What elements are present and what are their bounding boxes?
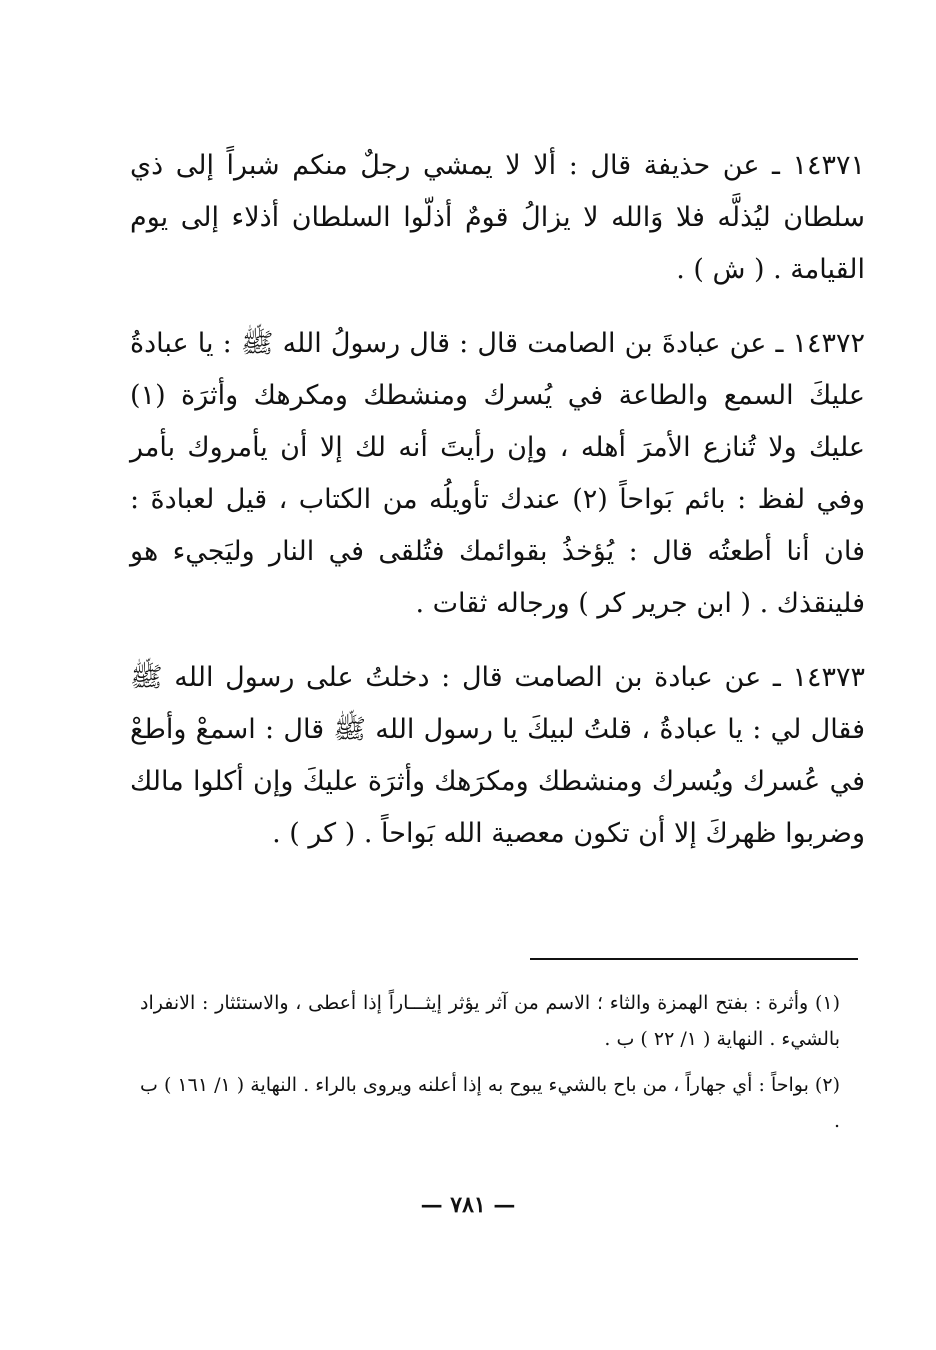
hadith-14373: ١٤٣٧٣ ـ عن عبادة بن الصامت قال : دخلتُ على رسول الله ﷺ فقال لي : يا عبادةُ ، قلتُ لبيكَ يا رسول الله ﷺ قال : اسمعْ وأطعْ في عُسرك ويُسرك ومنشطك ومكرَهك وأثرَة عليكَ وإن أكلوا مالك وضربوا ظهركَ إلا أن تكون معصية الله بَواحاً . ( كر ) . xyxy=(130,662,865,849)
page-number: — ٧٨١ — xyxy=(420,1192,516,1218)
hadith-14372: ١٤٣٧٢ ـ عن عبادةَ بن الصامت قال : قال رسولُ الله ﷺ : يا عبادةُ عليكَ السمع والطاعة في يُسرك ومنشطك ومكرهك وأثرَة (١) عليك ولا تُنازع الأمرَ أهله ، وإن رأيتَ أنه لك إلا أن يأمروك بأمر وفي لفظ : بائم بَواحاً (٢) عندك تأويلُه من الكتاب ، قيل لعبادةَ : فان أنا أطعتُه قال : يُؤخذُ بقوائمك فتُلقى في النار وليَجيء هو فلينقذك . ( ابن جرير كر ) ورجاله ثقات . xyxy=(130,328,865,619)
footnotes xyxy=(140,985,840,1149)
footnote-1: (١) وأثرة : بفتح الهمزة والثاء ؛ الاسم من آثر يؤثر إيثـــاراً إذا أعطى ، والاستئثار : الانفراد بالشيء . النهاية ( ١/ ٢٢ ) ب . xyxy=(140,992,840,1050)
footnote-divider xyxy=(530,958,858,960)
main-text xyxy=(130,140,865,860)
footnote-2: (٢) بواحاً : أي جهاراً ، من باح بالشيء يبوح به إذا أعلنه ويروى بالراء . النهاية ( ١/ ١٦١ ) ب . xyxy=(140,1074,840,1132)
hadith-14371: ١٤٣٧١ ـ عن حذيفة قال : ألا لا يمشي رجلٌ منكم شبراً إلى ذي سلطان ليُذلَّه فلا وَالله لا يزالُ قومٌ أذلّوا السلطان أذلاء إلى يوم القيامة . ( ش ) . xyxy=(130,150,865,285)
